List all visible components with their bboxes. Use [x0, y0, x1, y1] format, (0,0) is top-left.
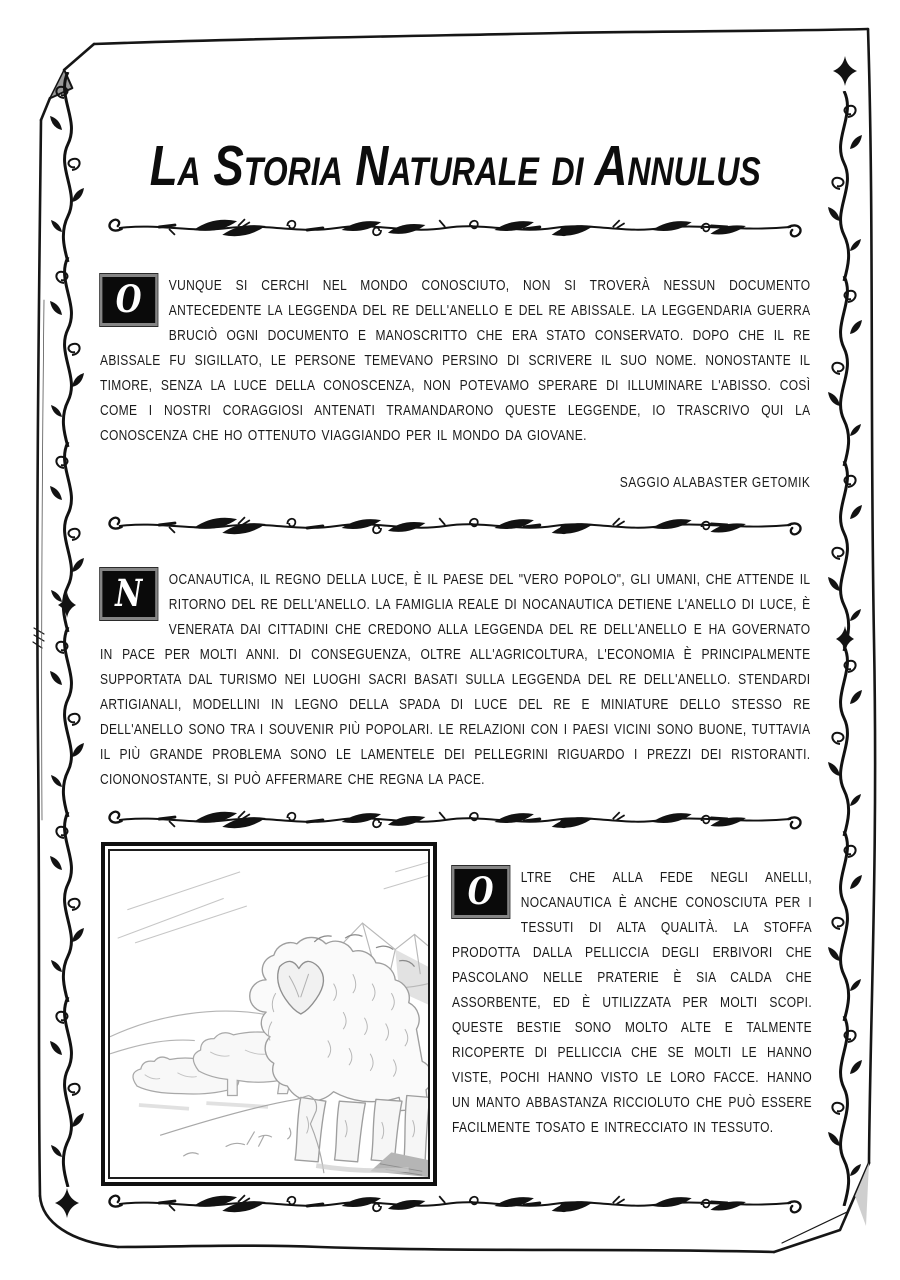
- dropcap-letter: O: [100, 274, 158, 326]
- paragraph-text: VUNQUE SI CERCHI NEL MONDO CONOSCIUTO, NON SI TROVERÀ NESSUN DOCUMENTO ANTECEDENTE LA LEGGENDA DEL RE DELL'ANELLO E DEL RE ABISSALE. LA LEGGENDARIA GUERRA BRUCIÒ OGNI DOCUMENTO E MANOSCRITTO CHE ERA STATO CONSERVATO. DOPO CHE IL RE ABISSALE FU SIGILLATO, LE PERSONE TEMEVANO PERSINO DI SCRIVERE IL SUO NOME. NONOSTANTE IL TIMORE, SENZA LA LUCE DELLA CONOSCENZA, NON POTEVAMO SPERARE DI ILLUMINARE L'ABISSO. COSÌ COME I NOSTRI CORAGGIOSI ANTENATI TRAMANDARONO QUESTE LEGGENDE, IO TRASCRIVO QUI LA CONOSCENZA CHE HO OTTENUTO VIAGGIANDO PER IL MONDO DA GIOVANE.: [100, 277, 811, 444]
- creature-shadows: [139, 1103, 268, 1109]
- page-title: La Storia Naturale di Annulus: [149, 134, 761, 199]
- flourish-divider: [100, 214, 810, 242]
- paragraph-prologue: [100, 273, 810, 448]
- flourish-divider: [100, 1190, 810, 1218]
- author-signature: SAGGIO ALABASTER GETOMIK: [619, 474, 811, 491]
- paragraph-tessuti: [452, 865, 812, 1140]
- paragraph-nocanautica: [100, 567, 810, 792]
- paragraph-text: LTRE CHE ALLA FEDE NEGLI ANELLI, NOCANAUTICA È ANCHE CONOSCIUTA PER I TESSUTI DI ALTA QUALITÀ. LA STOFFA PRODOTTA DALLA PELLICCIA DEGLI ERBIVORI CHE PASCOLANO NELLE PRATERIE È SIA CALDA CHE ASSORBENTE, ED È UTILIZZATA PER MOLTI SCOPI. QUESTE BESTIE SONO MOLTO ALTE E TALMENTE RICOPERTE DI PELLICCIA CHE SE MOLTI LE HANNO VISTE, POCHI HANNO VISTO LE LORO FACCE. HANNO UN MANTO ABBASTANZA RICCIOLUTO CHE PUÒ ESSERE FACILMENTE TOSATO E INTRECCIATO IN TESSUTO.: [452, 869, 812, 1136]
- illustration-panel: [101, 842, 437, 1186]
- paragraph-text: OCANAUTICA, IL REGNO DELLA LUCE, È IL PAESE DEL "VERO POPOLO", GLI UMANI, CHE ATTENDE IL RITORNO DEL RE DELL'ANELLO. LA FAMIGLIA REALE DI NOCANAUTICA DETIENE L'ANELLO DI LUCE, È VENERATA DAI CITTADINI CHE CREDONO ALLA LEGGENDA DEL RE DELL'ANELLO E HA GOVERNATO IN PACE PER MOLTI ANNI. DI CONSEGUENZA, OLTRE ALL'AGRICOLTURA, L'ECONOMIA È PRINCIPALMENTE SUPPORTATA DAL TURISMO NEI LUOGHI SACRI BASATI SULLA LEGGENDA DEL RE DELL'ANELLO. STENDARDI ARTIGIANALI, MODELLINI IN LEGNO DELLA SPADA DI LUCE DEL RE E MINIATURE DELLO STESSO RE DELL'ANELLO SONO TRA I SOUVENIR PIÙ POPOLARI. LE RELAZIONI CON I PAESI VICINI SONO BUONE, TUTTAVIA IL PIÙ GRANDE PROBLEMA SONO LE LAMENTELE DEI PELLEGRINI RIGUARDO I PREZZI DEI RISTORANTI. CIONONOSTANTE, SI PUÒ AFFERMARE CHE REGNA LA PACE.: [100, 571, 811, 788]
- sky-lines: [118, 862, 428, 943]
- flourish-divider: [100, 512, 810, 540]
- furry-herbivores-sketch: [110, 851, 428, 1177]
- dropcap-letter: N: [100, 568, 158, 620]
- illustration-frame: [108, 849, 430, 1179]
- dropcap-letter: O: [452, 866, 510, 918]
- flourish-divider: [100, 806, 810, 834]
